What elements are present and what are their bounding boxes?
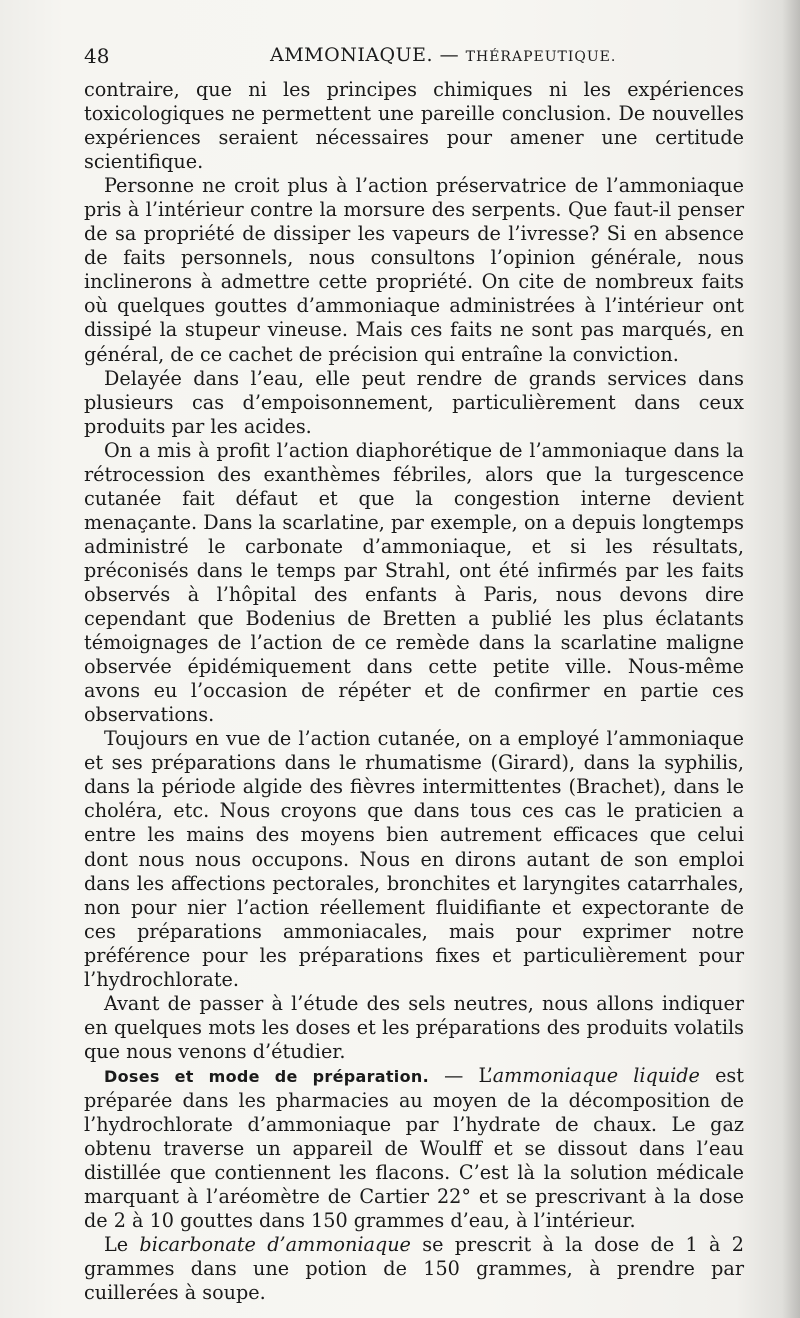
running-head-dash: — xyxy=(433,44,466,66)
section-heading-doses: Doses et mode de préparation. xyxy=(104,1066,429,1086)
paragraph-empoisonnement: Delayée dans l’eau, elle peut rendre de grands services dans plusieurs cas d’empoisonnement, particulièrement dans ceux produits par les acides. xyxy=(84,366,744,438)
term-bicarbonate: bicarbonate d’ammoniaque xyxy=(139,1233,411,1257)
doses-dash: — L’ xyxy=(428,1063,493,1087)
page-header xyxy=(84,44,744,72)
body-text xyxy=(84,78,744,1305)
paragraph-action-cutanee: Toujours en vue de l’action cutanée, on a employé l’ammoniaque et ses préparations dans le rhumatisme (Girard), dans la syphilis, dans la période algide des fièvres intermittentes (Brachet), dans le choléra, etc. Nous croyons que dans tous ces cas le praticien a entre les mains des moyens bien autrement efficaces que celui dont nous nous occupons. Nous en dirons autant de son emploi dans les affections pectorales, bronchites et laryngites catarrhales, non pour nier l’action réellement fluidifiante et expectorante de ces préparations ammoniacales, mais pour exprimer notre préférence pour les préparations fixes et particulièrement pour l’hydrochlorate. xyxy=(84,727,744,991)
paragraph-diaphoretique: On a mis à profit l’action diaphorétique de l’ammoniaque dans la rétrocession des exanthèmes fébriles, alors que la turgescence cutanée fait défaut et que la congestion interne devient menaçante. Dans la scarlatine, par exemple, on a depuis longtemps administré le carbonate d’ammoniaque, et si les résultats, préconisés dans le temps par Strahl, ont été infirmés par les faits observés à l’hôpital des enfants à Paris, nous devons dire cependant que Bodenius de Bretten a publié les plus éclatants témoignages de l’action de ce remède dans la scarlatine maligne observée épidémiquement dans cette petite ville. Nous-même avons eu l’occasion de répéter et de confirmer en partie ces observations. xyxy=(84,438,744,727)
bicarbonate-text: se prescrit à la dose de 1 à 2 grammes dans une potion de 150 grammes, à prendre par cuillerées à soupe. xyxy=(84,1233,745,1305)
running-head-subtitle: THÉRAPEUTIQUE. xyxy=(465,49,617,65)
paragraph-transition: Avant de passer à l’étude des sels neutres, nous allons indiquer en quelques mots les doses et les préparations des produits volatils que nous venons d’étudier. xyxy=(84,991,744,1063)
paragraph-doses xyxy=(84,1064,744,1233)
running-head-title: AMMONIAQUE. xyxy=(270,44,434,66)
running-head xyxy=(270,44,616,66)
paragraph-serpents: Personne ne croit plus à l’action préservatrice de l’ammoniaque pris à l’intérieur contre la morsure des serpents. Que faut-il penser de sa propriété de dissiper les vapeurs de l’ivresse? Si en absence de faits personnels, nous consultons l’opinion générale, nous inclinerons à admettre cette propriété. On cite de nombreux faits où quelques gouttes d’ammoniaque administrées à l’intérieur ont dissipé la stupeur vineuse. Mais ces faits ne sont pas marqués, en général, de ce cachet de précision qui entraîne la conviction. xyxy=(84,174,744,366)
paragraph-continuation: contraire, que ni les principes chimiques ni les expériences toxicologiques ne permettent une pareille conclusion. De nouvelles expériences seraient nécessaires pour amener une certitude scientifique. xyxy=(84,78,744,174)
term-ammoniaque-liquide: ammoniaque liquide xyxy=(492,1063,700,1087)
doses-text: est préparée dans les pharmacies au moyen de la décomposition de l’hydrochlorate d’ammoniaque par l’hydrate de chaux. Le gaz obtenu traverse un appareil de Woulff et se dissout dans l’eau distillée que contiennent les flacons. C’est là la solution médicale marquant à l’aréomètre de Cartier 22° et se prescrivant à la dose de 2 à 10 gouttes dans 150 grammes d’eau, à l’intérieur. xyxy=(84,1063,744,1233)
paragraph-bicarbonate xyxy=(84,1233,744,1305)
page-edge-shadow xyxy=(782,0,800,1318)
bicarbonate-start: Le xyxy=(104,1233,140,1257)
page-number: 48 xyxy=(84,44,110,68)
